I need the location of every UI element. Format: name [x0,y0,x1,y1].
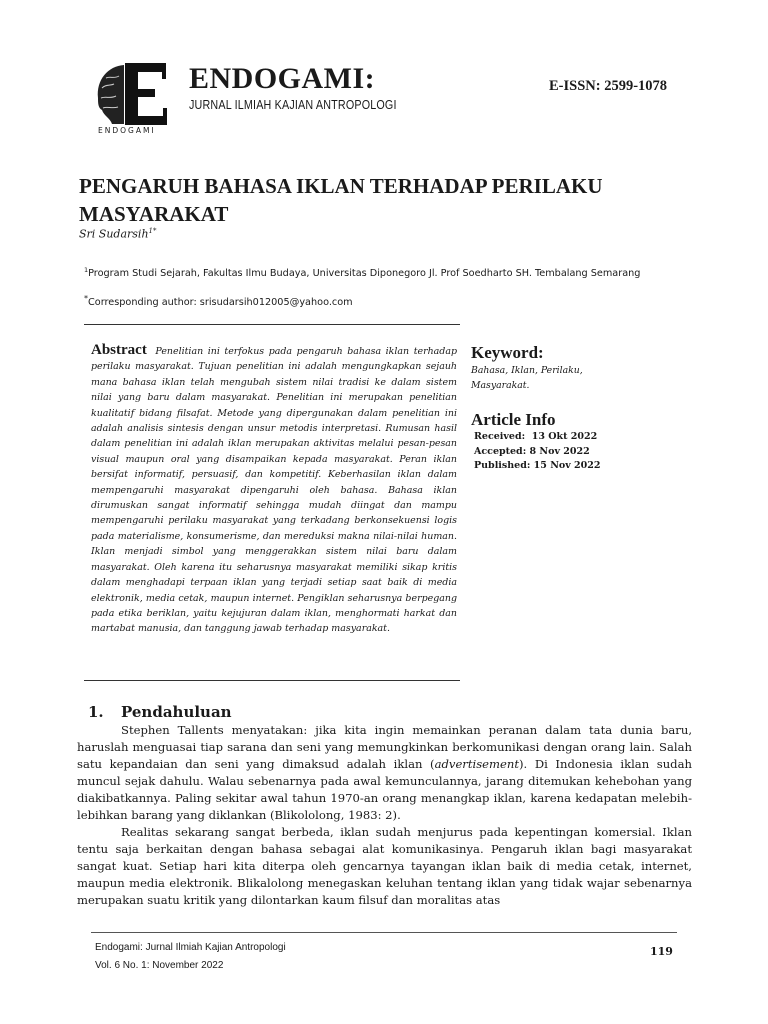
paragraph-1 [77,722,692,824]
article-info-list [474,430,600,474]
affiliation [84,262,644,282]
corresponding-mark: * [84,294,88,303]
section-body [77,722,692,909]
eissn: E-ISSN: 2599-1078 [549,78,668,94]
journal-subtitle: JURNAL ILMIAH KAJIAN ANTROPOLOGI [189,98,397,112]
affiliation-mark: 1 [84,266,89,274]
paragraph-1-part-b: ). Di Indonesia iklan sudah muncul sejak dahulu. Walau sebenarnya pada awal kemunculannya, jarang ditemukan kehebohan yang diakibatkannya. Paling sekitar awal tahun 1970-an orang menangkap iklan, karena kedapatan melebih-lebihkan barang yang diklankan (Blikololong, 1983: 2). [77,757,692,822]
corresponding-author [84,294,353,308]
abstract [91,343,457,637]
received-date: Received: 13 Okt 2022 [474,431,598,442]
abstract-text: Penelitian ini terfokus pada pengaruh bahasa iklan terhadap perilaku masyarakat. Tujuan penelitian ini adalah mengungkapkan sejauh mana bahasa iklan telah mengubah sistem nilai tradisi ke dalam sistem nilai yang baru dalam masyarakat. Penelitian ini merupakan penelitian kualitatif bidang filsafat. Metode yang dipergunakan dalam penelitian ini adalah analisis sintesis dengan unsur metodis interpretasi. Rumusan hasil dalam penelitian ini adalah iklan merupakan aktivitas melalui pesan-pesan visual maupun oral yang disampaikan kepada masyarakat. Peran iklan bersifat informatif, persuasif, dan kompetitif. Keberhasilan iklan dalam mempengaruhi masyarakat dipengaruhi oleh bahasa. Bahasa iklan dirumuskan sangat informatif sehingga mudah diingat dan mampu mempengaruhi perilaku masyarakat yang terkadang berkonsekuensi logis pada materialisme, konsumerisme, dan mereduksi makna nilai-nilai human. Iklan menjadi simbol yang menggerakkan sistem nilai baru dalam masyarakat. Oleh karena itu seharusnya masyarakat memiliki sikap kritis dalam menghadapi terpaan iklan yang terjadi setiap saat baik di media elektronik, media cetak, maupun internet. Pengiklan seharusnya berpegang pada etika beriklan, yaitu kejujuran dalam iklan, menghormati harkat dan martabat manusia, dan tanggung jawab terhadap masyarakat. [91,346,458,635]
accepted-date: Accepted: 8 Nov 2022 [474,445,590,457]
article-title: PENGARUH BAHASA IKLAN TERHADAP PERILAKU MASYARAKAT [79,174,603,226]
author [79,227,157,241]
author-name: Sri Sudarsih [79,227,149,241]
footer-journal: Endogami: Jurnal Ilmiah Kajian Antropologi [95,942,286,953]
paragraph-1-emphasis: advertisement [434,757,520,771]
footer-issue: Vol. 6 No. 1: November 2022 [95,960,224,971]
footer-divider [91,932,677,933]
corresponding-text: Corresponding author: srisudarsih012005@yahoo.com [88,297,353,309]
logo-caption: ENDOGAMI [98,126,156,135]
abstract-label: Abstract [91,342,147,358]
divider-bottom [84,680,460,681]
journal-name: ENDOGAMI: [189,62,376,95]
section-number: 1. [88,703,104,721]
page-number: 119 [650,945,673,958]
keyword-heading: Keyword: [471,343,544,362]
journal-logo [92,58,178,136]
divider-top [84,324,460,325]
affiliation-text: Program Studi Sejarah, Fakultas Ilmu Budaya, Universitas Diponegoro Jl. Prof Soedharto SH. Tembalang Semarang [88,268,641,280]
section-title: Pendahuluan [121,703,232,721]
paragraph-2: Realitas sekarang sangat berbeda, iklan sudah menjurus pada kepentingan komersial. Iklan tentu saja berkaitan dengan bahasa sebagai alat komunikasinya. Pengaruh iklan bagi masyarakat sangat kuat. Setiap hari kita diterpa oleh gencarnya tayangan iklan baik di media cetak, internet, maupun media elektronik. Blikalolong menegaskan keluhan tentang iklan yang tidak wajar sebenarnya merupakan suatu kritik yang dilontarkan kaum filsuf dan moralitas atas [77,825,692,907]
keyword-text: Bahasa, Iklan, Perilaku, Masyarakat. [471,365,583,391]
article-info-heading: Article Info [471,410,556,429]
author-mark: 1* [148,227,157,235]
paragraph-1-part-a: Stephen Tallents menyatakan: jika kita ingin memainkan peranan dalam tata dunia baru, haruslah menguasai tiap sarana dan seni yang memungkinkan berkomunikasi dengan orang lain. Salah satu kepandaian dan seni yang dimaksud adalah iklan ( [77,723,692,771]
published-date: Published: 15 Nov 2022 [474,460,601,471]
endogami-logo-icon [92,58,178,136]
